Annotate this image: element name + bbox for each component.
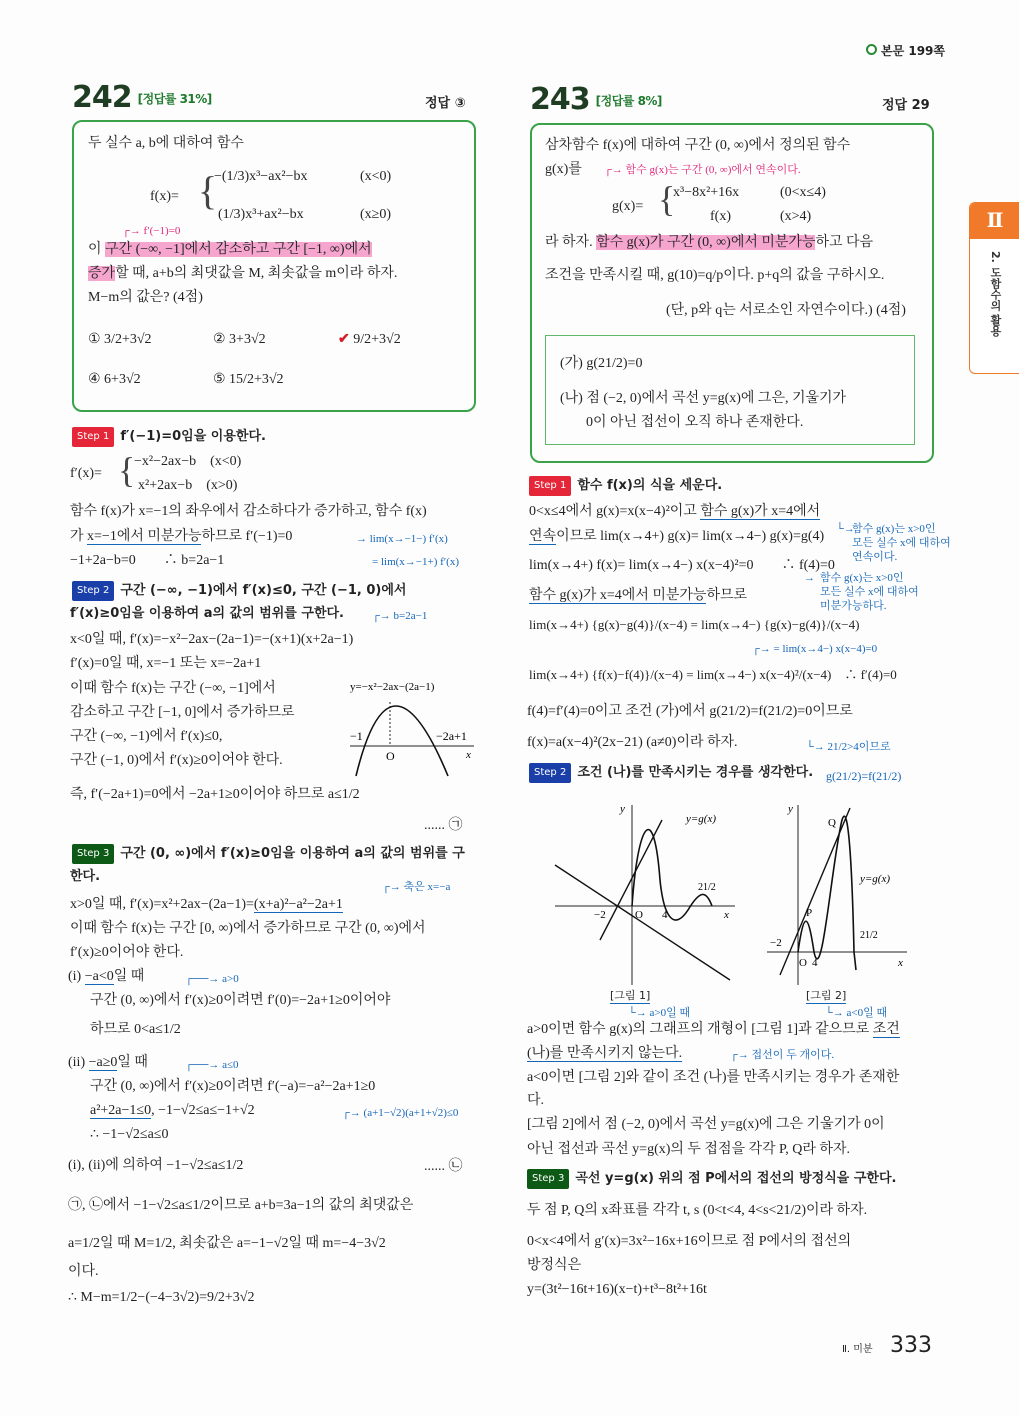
arrow-icon: → [804,572,815,584]
origin-label: O [799,957,807,969]
arrow-icon: └→ [825,1007,847,1019]
question-text: 삼차함수 f(x)에 대하여 구간 (0, ∞)에서 정의된 함수 [545,138,851,153]
arrow-icon: ┌→ [342,1107,364,1119]
question-242-header: 242 [정답률 31%] [72,80,212,115]
step-1-heading: Step 1 f′(−1)=0임을 이용한다. [72,427,266,447]
solution-line: 가 x=−1에서 미분가능하므로 f′(−1)=0 [70,529,293,544]
equation-mark-2: ...... ㉡ [424,1159,463,1174]
step-3-heading: Step 3 곡선 y=g(x) 위의 점 P에서의 접선의 방정식을 구한다. [527,1169,896,1189]
root-label: 21/2 [698,882,716,893]
solution-line: f(x)=a(x−4)²(2x−21) (a≠0)이라 하자. [527,735,738,750]
arrow-icon: └→ [628,1007,650,1019]
solution-line: 구간 (−1, 0)에서 f′(x)≥0이어야 한다. [70,753,283,768]
annotation-a-positive: ┌──→ a>0 [185,973,239,985]
case-1: −(1/3)x³−ax²−bx [214,169,308,184]
solution-line: x>0일 때, f′(x)=x²+2ax−(2a−1)=(x+a)²−a²−2a+1 [70,897,343,912]
solution-line: ㉠, ㉡에서 −1−√2≤a≤1/2이므로 a+b=3a−1의 값의 최댓값은 [68,1198,414,1213]
answer-243: 정답 29 [882,98,930,113]
condition-1: (0<x≤4) [780,185,826,200]
annotation-differentiable: 모든 실수 x에 대하여 [820,586,919,598]
condition-1: (x<0) [360,169,392,184]
origin-label: O [386,749,395,763]
solution-line: 0<x≤4에서 g(x)=x(x−4)²이고 함수 g(x)가 x=4에서 [529,504,821,519]
solution-line: f′(x)=0일 때, x=−1 또는 x=−2a+1 [70,656,262,671]
derivative-case-1: −x²−2ax−b (x<0) [134,454,242,469]
circle-bullet-icon [866,44,877,55]
solution-line: f′(x)≥0이어야 한다. [70,945,184,960]
root-label: 21/2 [860,930,878,941]
step-1-heading: Step 1 함수 f(x)의 식을 세운다. [529,476,722,496]
solution-line: a²+2a−1≤0, −1−√2≤a≤−1+√2 [90,1103,255,1118]
brace: { [198,168,218,213]
tangent-line [780,808,850,975]
annotation-limit-left: → lim(x→−1−) f′(x) [356,533,448,545]
condition-2: (x>4) [780,209,812,224]
figure-1-caption: [그림 1] [610,989,651,1002]
solution-line: (나)를 만족시키지 않는다. [527,1046,683,1061]
solution-line: [그림 2]에서 점 (−2, 0)에서 곡선 y=g(x)에 그은 기울기가 0이 [527,1117,885,1132]
origin-label: O [635,909,643,921]
question-243-header: 243 [정답률 8%] [530,82,662,117]
condition-2: (x≥0) [360,207,392,222]
solution-line: a<0이면 [그림 2]와 같이 조건 (나)를 만족시키는 경우가 존재한 [527,1070,900,1085]
arrow-icon: ┌──→ [185,1059,223,1071]
x-axis-label: x [724,909,729,921]
annotation-b: ┌→ b=2a−1 [372,610,428,622]
annotation-two-tangents: ┌→ 접선이 두 개이다. [730,1049,835,1061]
x-axis-label: x [898,957,903,969]
arrow-icon: ┌──→ [185,973,223,985]
solution-line: 다. [527,1093,545,1108]
chapter-numeral: Ⅱ [970,203,1019,239]
root-right-label: −2a+1 [436,729,467,743]
step-3-heading-cont: 한다. [70,869,101,884]
solution-line: 감소하고 구간 [−1, 0]에서 증가하므로 [70,705,295,720]
solution-line: 이때 함수 f(x)는 구간 [0, ∞)에서 증가하므로 구간 (0, ∞)에서 [70,921,426,936]
annotation-continuous: 모든 실수 x에 대하여 [852,537,951,549]
figure-2-graph [762,800,912,986]
solution-line: 방정식은 [527,1258,582,1273]
solution-line: 구간 (−∞, −1)에서 f′(x)≤0, [70,729,223,744]
solution-line: 구간 (0, ∞)에서 f′(x)≥0이려면 f′(−a)=−a²−2a+1≥0 [90,1079,376,1094]
solution-line: f(4)=f′(4)=0이고 조건 (가)에서 g(21/2)=f(21/2)=0이므로 [527,704,853,719]
arrow-icon: ┌→ [730,1049,752,1061]
arrow-icon: ┌→ [122,225,144,237]
solution-line: 구간 (0, ∞)에서 f′(x)≥0이려면 f′(0)=−2a+1≥0이어야 [90,993,391,1008]
annotation-21-over-2: └→ 21/2>4이므로 [806,741,891,753]
y-axis-label: y [788,803,793,815]
question-line-1: 이 구간 (−∞, −1]에서 감소하고 구간 [−1, ∞)에서 [88,242,372,257]
solution-line: x<0일 때, f′(x)=−x²−2ax−(2a−1)=−(x+1)(x+2a−1) [70,632,354,647]
y-axis-label: y [620,803,625,815]
case-ii: (ii) −a≥0일 때 [68,1055,148,1070]
question-line: 라 하자. 함수 g(x)가 구간 (0, ∞)에서 미분가능하고 다음 [545,235,874,250]
parabola-curve [356,706,448,776]
arrow-icon: ┌→ [382,881,404,893]
section-title: 2. 도함수의 활용 [989,251,1002,337]
solution-line: −1+2a−b=0 ∴ b=2a−1 [70,553,225,568]
question-text: 두 실수 a, b에 대하여 함수 [88,136,244,151]
figure-2-note: └→ a<0일 때 [825,1007,888,1019]
parabola-graph [348,676,476,781]
minus-two-label: −2 [770,937,782,949]
solution-line: y=(3t²−16t+16)(x−t)+t³−8t²+16t [527,1282,707,1297]
annotation-continuous: 연속이다. [852,551,898,563]
solution-line: (i), (ii)에 의하여 −1−√2≤a≤1/2 [68,1158,244,1173]
solution-line: ∴ −1−√2≤a≤0 [90,1127,169,1142]
solution-line: 두 점 P, Q의 x좌표를 각각 t, s (0<t<4, 4<s<21/2)이라 하자. [527,1203,868,1218]
figure-1-note: └→ a>0일 때 [628,1007,691,1019]
graph-equation: y=−x²−2ax−(2a−1) [350,681,435,693]
condition-na: (나) 점 (−2, 0)에서 곡선 y=g(x)에 그은, 기울기가 [560,391,847,406]
solution-line: 이때 함수 f(x)는 구간 (−∞, −1]에서 [70,681,276,696]
curve-label: y=g(x) [860,873,891,885]
annotation-differentiable: → 함수 g(x)는 x>0인 [804,572,904,584]
annotation-axis: ┌→ 축은 x=−a [382,881,451,893]
choice-5[interactable]: ⑤ 15/2+3√2 [213,372,284,387]
figure-2-caption: [그림 2] [806,989,847,1002]
question-text: g(x)를 [545,162,582,177]
solution-line: 아닌 접선과 곡선 y=g(x)의 두 접점을 각각 P, Q라 하자. [527,1142,850,1157]
derivative-label: f′(x)= [70,466,102,481]
answer-242: 정답 ③ [425,96,466,111]
brace: { [658,179,676,219]
solution-line: 이다. [68,1264,99,1279]
four-label: 4 [662,909,668,921]
arrow-icon: ┌→ [752,643,774,655]
check-mark-icon: ✔ [338,332,350,347]
arrow-icon: ┌→ [604,164,626,176]
root-left-label: −1 [350,729,363,743]
step-2-heading: Step 2 조건 (나)를 만족시키는 경우를 생각한다. [529,763,813,783]
question-line-2: 증가할 때, a+b의 최댓값을 M, 최솟값을 m이라 하자. [88,266,398,281]
condition-na-cont: 0이 아닌 접선이 오직 하나 존재한다. [586,415,804,430]
step-3-heading: Step 3 구간 (0, ∞)에서 f′(x)≥0임을 이용하여 a의 값의 범위를 구 [72,844,465,864]
solution-line: 하므로 0<a≤1/2 [90,1022,181,1037]
chapter-side-tab [969,202,1019,374]
annotation-continuous: └→ 함수 g(x)는 x>0인 [836,523,936,535]
x-axis-label: x [466,749,471,761]
solution-line: lim(x→4+) {g(x)−g(4)}/(x−4) = lim(x→4−) {g(x)−g(4)}/(x−4) [529,617,860,632]
annotation-limit-right: = lim(x→−1+) f′(x) [372,556,460,568]
case-i: (i) −a<0일 때 [68,969,145,984]
question-note: (단, p와 q는 서로소인 자연수이다.) (4점) [666,303,906,318]
annotation-factor: ┌→ (a+1−√2)(a+1+√2)≤0 [342,1107,459,1119]
case-2: f(x) [710,209,731,224]
choice-3[interactable]: ✔ 9/2+3√2 [338,332,401,347]
final-answer-line: ∴ M−m=1/2−(−4−3√2)=9/2+3√2 [68,1290,255,1305]
annotation-a-nonpositive: ┌──→ a≤0 [185,1059,239,1071]
choice-1[interactable]: ① 3/2+3√2 [88,332,152,347]
equation-mark-1: ...... ㉠ [424,818,463,833]
derivative-case-2: x²+2ax−b (x>0) [138,478,238,493]
brace: { [118,450,136,490]
four-label: 4 [812,957,818,969]
solution-line: 즉, f′(−2a+1)=0에서 −2a+1≥0이어야 하므로 a≤1/2 [70,787,360,802]
g-curve [798,816,856,970]
annotation-limit: ┌→ = lim(x→4−) x(x−4)=0 [752,643,878,655]
function-label: f(x)= [150,189,179,204]
solution-line: 함수 f(x)가 x=−1의 좌우에서 감소하다가 증가하고, 함수 f(x) [70,504,427,519]
curve-label: y=g(x) [686,813,717,825]
annotation-continuity: ┌→ 함수 g(x)는 구간 (0, ∞)에서 연속이다. [604,164,801,176]
case-2: (1/3)x³+ax²−bx [218,207,304,222]
step-2-heading-cont: f′(x)≥0임을 이용하여 a의 값의 범위를 구한다. [70,606,345,621]
solution-line: lim(x→4+) {f(x)−f(4)}/(x−4) = lim(x→4−) x(x−4)²/(x−4) ∴ f′(4)=0 [529,667,897,682]
figure-1-graph [550,800,740,986]
annotation-g-equals-f: g(21/2)=f(21/2) [826,769,902,783]
arrow-icon: → [356,533,370,545]
page-number: 333 [890,1333,932,1358]
solution-line: a>0이면 함수 g(x)의 그래프의 개형이 [그림 1]과 같으므로 조건 [527,1022,900,1037]
step-2-heading: Step 2 구간 (−∞, −1)에서 f′(x)≤0, 구간 (−1, 0)에서 [72,581,406,601]
function-label: g(x)= [612,199,644,214]
annotation-f-prime: ┌→ f′(−1)=0 [122,225,181,237]
question-line: 조건을 만족시킬 때, g(10)=q/p이다. p+q의 값을 구하시오. [545,268,885,283]
minus-two-label: −2 [594,909,606,921]
question-line-3: M−m의 값은? (4점) [88,290,203,305]
condition-ga: (가) g(21/2)=0 [560,356,643,371]
solution-line: 0<x<4에서 g′(x)=3x²−16x+16이므로 점 P에서의 접선의 [527,1234,852,1249]
solution-line: a=1/2일 때 M=1/2, 최솟값은 a=−1−√2일 때 m=−4−3√2 [68,1236,386,1251]
point-p-label: P [806,907,813,919]
arrow-icon: └→ [806,741,828,753]
page-reference: 본문 199쪽 [866,42,945,60]
solution-line: lim(x→4+) f(x)= lim(x→4−) x(x−4)²=0 ∴ f(4)=0 [529,558,835,573]
footer-chapter: Ⅱ. 미분 [842,1344,873,1355]
solution-line: 함수 g(x)가 x=4에서 미분가능하므로 [529,588,748,603]
case-1: x³−8x²+16x [673,185,740,200]
choice-2[interactable]: ② 3+3√2 [213,332,266,347]
point-q-label: Q [828,817,836,829]
arrow-icon: ┌→ [372,610,394,622]
choice-4[interactable]: ④ 6+3√2 [88,372,141,387]
arrow-icon: └→ [836,523,855,535]
solution-line: 연속이므로 lim(x→4+) g(x)= lim(x→4−) g(x)=g(4) [529,529,825,544]
tangent-line-2 [600,820,662,940]
annotation-differentiable: 미분가능하다. [820,600,887,612]
